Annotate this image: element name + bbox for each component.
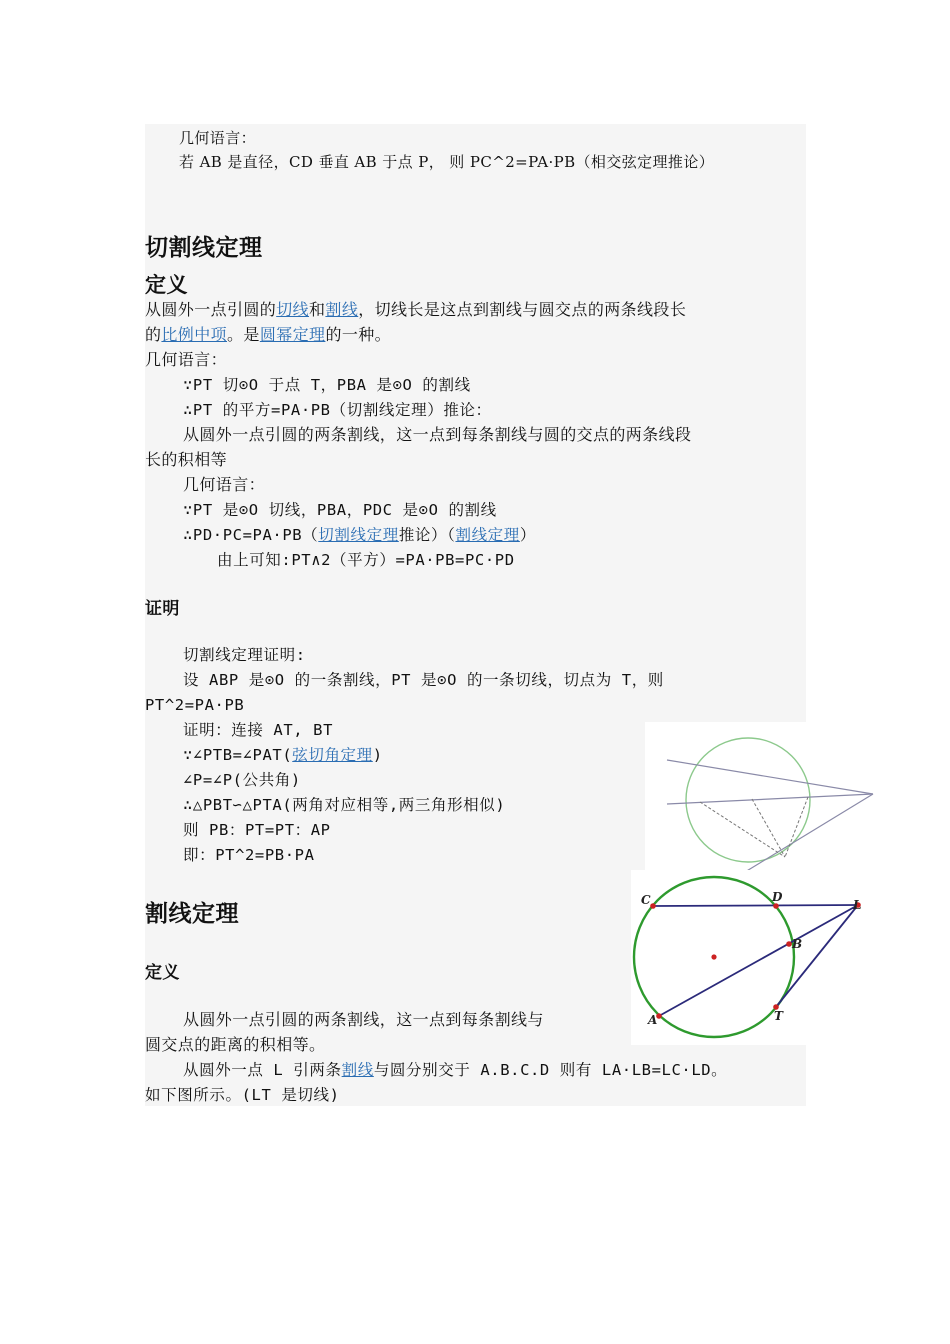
secant-line-upper <box>667 760 873 794</box>
corollary-line-1: 从圆外一点引圆的两条割线，这一点到每条割线与圆的交点的两条线段 <box>183 425 692 444</box>
secant-ab-line <box>659 905 858 1016</box>
link-tangent[interactable]: 切线 <box>276 300 310 319</box>
section-title-secant: 割线定理 <box>145 901 239 927</box>
secant-line-lower <box>667 794 873 804</box>
secant-body-line-3: 从圆外一点 L 引两条割线与圆分别交于 A.B.C.D 则有 LA·LB=LC·LD。 <box>183 1061 728 1079</box>
link-secant-2[interactable]: 割线 <box>341 1061 374 1079</box>
tangent-secant-diagram <box>645 722 806 870</box>
label-b: B <box>792 937 803 951</box>
proof-heading: 证明 <box>145 599 180 619</box>
link-tangent-secant-theorem[interactable]: 切割线定理 <box>318 526 399 544</box>
proof-step-4: ∴△PBT∽△PTA(两角对应相等,两三角形相似) <box>183 796 506 814</box>
because-line-1: ∵PT 切⊙O 于点 T，PBA 是⊙O 的割线 <box>183 376 471 394</box>
geo-language-label-2: 几何语言： <box>183 475 266 494</box>
proof-step-1: 证明：连接 AT, BT <box>183 721 334 739</box>
conclusion-line: 由上可知:PT∧2（平方）=PA·PB=PC·PD <box>217 551 515 569</box>
label-d: D <box>772 890 783 904</box>
link-mean-proportional[interactable]: 比例中项 <box>161 325 228 344</box>
secant-body-line-4: 如下图所示。(LT 是切线) <box>145 1086 340 1104</box>
definition-line-1: 从圆外一点引圆的切线和割线，切线长是这点到割线与圆交点的两条线段长 <box>145 300 687 319</box>
therefore-line-2: ∴PD·PC=PA·PB（切割线定理推论）（割线定理） <box>183 526 536 544</box>
proof-step-2: ∵∠PTB=∠PAT(弦切角定理) <box>183 746 383 764</box>
therefore-line-1: ∴PT 的平方=PA·PB（切割线定理）推论： <box>183 401 492 419</box>
figure-tangent-secant-diagram <box>645 722 806 870</box>
secant-body-line-1: 从圆外一点引圆的两条割线，这一点到每条割线与 <box>183 1010 544 1029</box>
label-l: L <box>853 898 862 912</box>
point-d <box>773 903 779 909</box>
proof-setup-line-1: 设 ABP 是⊙O 的一条割线，PT 是⊙O 的一条切线，切点为 T，则 <box>183 671 664 689</box>
label-t: T <box>774 1009 783 1023</box>
proof-step-6: 即：PT^2=PB·PA <box>183 846 315 864</box>
definition-line-2: 的比例中项。是圆幂定理的一种。 <box>145 325 392 344</box>
link-tangent-chord-angle[interactable]: 弦切角定理 <box>292 746 373 764</box>
proof-step-5: 则 PB：PT=PT：AP <box>183 821 331 839</box>
secant-cd-line <box>653 905 858 906</box>
proof-title: 切割线定理证明: <box>183 646 306 664</box>
intro-corollary: 若 AB 是直径，CD 垂直 AB 于点 P， 则 PC^2=PA·PB（相交弦定理推论） <box>179 153 715 171</box>
tangent-lt-line <box>776 905 858 1007</box>
link-secant-theorem[interactable]: 割线定理 <box>455 526 520 544</box>
section-title-tangent-secant: 切割线定理 <box>145 235 263 261</box>
secant-body-line-2: 圆交点的距离的积相等。 <box>145 1035 326 1054</box>
label-a: A <box>648 1013 658 1027</box>
intro-geo-language: 几何语言： <box>179 129 257 147</box>
definition-heading: 定义 <box>145 273 188 297</box>
figure-secant-diagram <box>631 870 862 1045</box>
proof-step-3: ∠P=∠P(公共角) <box>183 771 301 789</box>
proof-setup-line-2: PT^2=PA·PB <box>145 696 245 714</box>
point-b <box>786 941 792 947</box>
dashed-ot <box>752 799 785 857</box>
tangent-line <box>745 794 873 872</box>
because-line-2: ∵PT 是⊙O 切线，PBA，PDC 是⊙O 的割线 <box>183 501 497 519</box>
link-secant[interactable]: 割线 <box>325 300 359 319</box>
secant-definition-heading: 定义 <box>145 963 180 983</box>
point-c <box>650 903 656 909</box>
dashed-at <box>700 802 785 857</box>
link-power-of-point[interactable]: 圆幂定理 <box>259 325 326 344</box>
secant-diagram <box>631 870 862 1045</box>
geo-language-label: 几何语言： <box>145 350 228 369</box>
label-c: C <box>641 893 651 907</box>
corollary-line-2: 长的积相等 <box>145 450 228 469</box>
center-point <box>711 954 716 959</box>
